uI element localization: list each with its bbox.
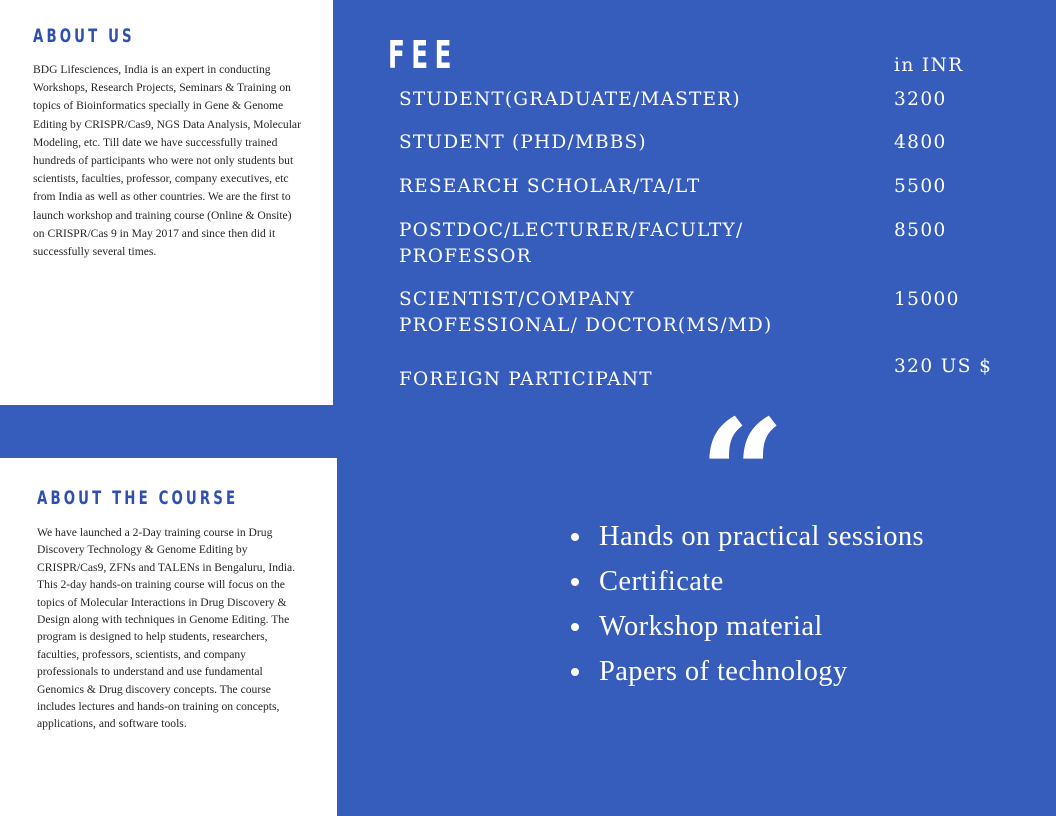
about-course-heading: ABOUT THE COURSE (37, 487, 239, 509)
fee-amount: 15000 (894, 289, 960, 310)
bullet-icon (571, 533, 579, 541)
about-us-text: BDG Lifesciences, India is an expert in conducting Workshops, Research Projects, Seminars & Training on topics of Bioinformatics specially in Gene & Genome Editing by CRISPR/Cas9, NGS Data Analysis, Molecular Modeling, etc. Till date we have successfully trained hundreds of participants who were not only students but scientists, faculties, professor, company executives, etc from India as well as other countries. We are the first to launch workshop and training course (Online & Onsite) on CRISPR/Cas 9 in May 2017 and since then did it successfully several times. (33, 63, 301, 259)
bullet-icon (571, 578, 579, 586)
fee-category: FOREIGN PARTICIPANT (399, 369, 653, 390)
about-course-card (0, 458, 337, 816)
about-us-card (0, 0, 333, 405)
fee-amount: 3200 (894, 89, 947, 110)
fee-title: FEE (388, 33, 458, 77)
fee-category: SCIENTIST/COMPANY PROFESSIONAL/ DOCTOR(MS/MD) (399, 289, 773, 336)
currency-note: in INR (894, 55, 964, 76)
fee-category: STUDENT (PHD/MBBS) (399, 132, 647, 153)
benefits-list (571, 514, 1041, 694)
fee-amount: 8500 (894, 220, 947, 241)
benefit-label: Hands on practical sessions (599, 521, 925, 552)
list-item (571, 514, 1041, 559)
fee-category: RESEARCH SCHOLAR/TA/LT (399, 176, 701, 197)
benefit-label: Certificate (599, 566, 724, 597)
benefit-label: Papers of technology (599, 656, 848, 687)
fee-amount: 5500 (894, 176, 947, 197)
fee-category: STUDENT(GRADUATE/MASTER) (399, 89, 741, 110)
list-item (571, 649, 1041, 694)
bullet-icon (571, 623, 579, 631)
list-item (571, 559, 1041, 604)
fee-amount: 320 US $ (894, 356, 993, 377)
fee-category: POSTDOC/LECTURER/FACULTY/ PROFESSOR (399, 220, 744, 267)
about-course-text: We have launched a 2-Day training course in Drug Discovery Technology & Genome Editing by CRISPR/Cas9, ZFNs and TALENs in Bengaluru, India. This 2-day hands-on training course will focus on the topics of Molecular Interactions in Drug Discovery & Design along with techniques in Genome Editing. The program is designed to help students, researchers, faculties, professors, scientists, and company professionals to understand and use fundamental Genomics & Drug discovery concepts. The course includes lectures and hands-on training on concepts, applications, and software tools. (37, 526, 296, 731)
benefit-label: Workshop material (599, 611, 823, 642)
bullet-icon (571, 668, 579, 676)
quote-icon: “ (699, 387, 786, 563)
about-us-heading: ABOUT US (33, 25, 135, 47)
fee-amount: 4800 (894, 132, 947, 153)
list-item (571, 604, 1041, 649)
